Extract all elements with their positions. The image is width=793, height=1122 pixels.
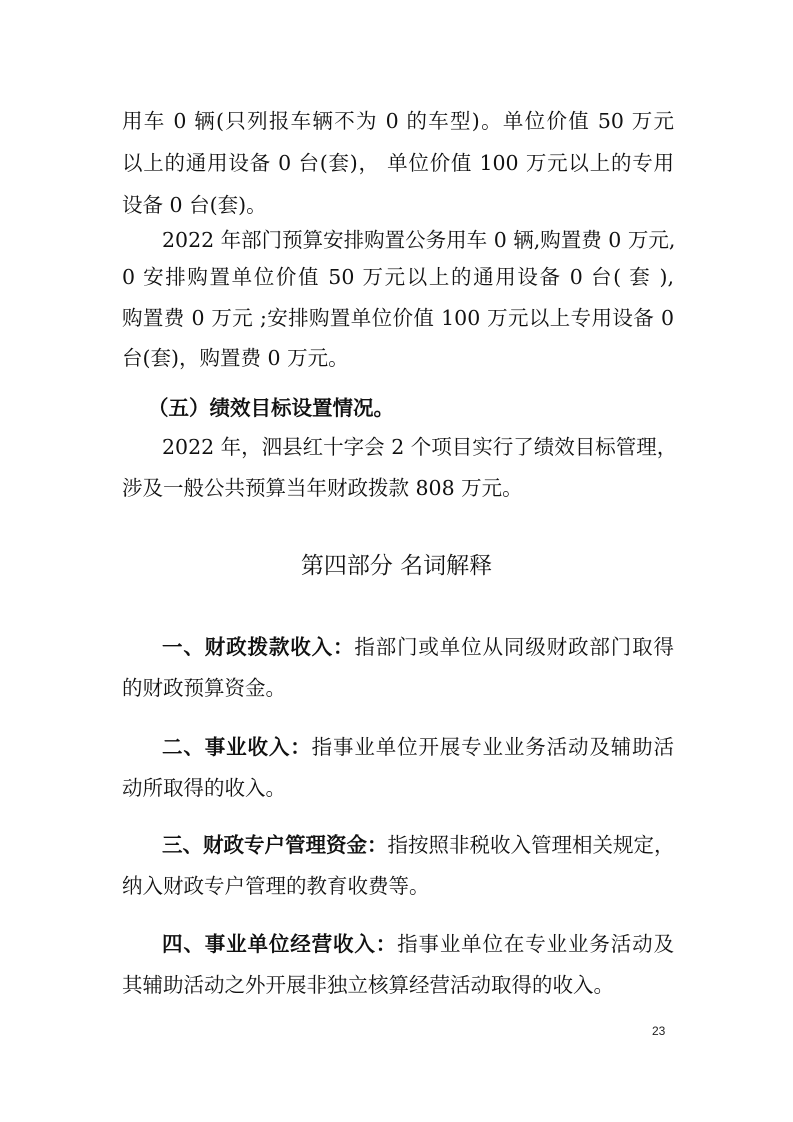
intro-line-2: 以上的通用设备 0 台(套)， 单位价值 100 万元以上的专用 xyxy=(122,151,674,175)
term-1-line-1 xyxy=(162,632,674,662)
term-2-line-1 xyxy=(162,732,674,762)
term-4-label: 四、事业单位经营收入： xyxy=(162,932,398,956)
term-3-definition-start: 指按照非税收入管理相关规定， xyxy=(387,833,675,857)
term-1-line-2: 的财政预算资金。 xyxy=(122,676,286,700)
budget-line-4: 台(套)，购置费 0 万元。 xyxy=(122,346,349,370)
part-four-title: 第四部分 名词解释 xyxy=(300,553,493,579)
budget-line-2: 0 安排购置单位价值 50 万元以上的通用设备 0 台( 套 ), xyxy=(122,265,674,289)
budget-line-1: 2022 年部门预算安排购置公务用车 0 辆,购置费 0 万元, xyxy=(162,228,676,252)
intro-line-3: 设备 0 台(套)。 xyxy=(122,193,267,217)
performance-line-1: 2022 年，泗县红十字会 2 个项目实行了绩效目标管理， xyxy=(162,435,678,459)
page-number: 23 xyxy=(652,1024,666,1038)
budget-line-3: 购置费 0 万元 ;安排购置单位价值 100 万元以上专用设备 0 xyxy=(122,306,674,330)
term-2-label: 二、事业收入： xyxy=(162,735,312,759)
performance-line-2: 涉及一般公共预算当年财政拨款 808 万元。 xyxy=(122,476,523,500)
term-3-label: 三、财政专户管理资金： xyxy=(162,833,388,857)
term-1-definition-start: 指部门或单位从同级财政部门取得 xyxy=(354,635,675,659)
intro-line-1: 用车 0 辆(只列报车辆不为 0 的车型)。单位价值 50 万元 xyxy=(122,109,674,133)
term-4-line-1 xyxy=(162,929,674,959)
term-4-definition-start: 指事业单位在专业业务活动及 xyxy=(397,932,675,956)
performance-heading: （五）绩效目标设置情况。 xyxy=(148,396,394,420)
term-2-definition-start: 指事业单位开展专业业务活动及辅助活 xyxy=(311,735,675,759)
term-1-label: 一、财政拨款收入： xyxy=(162,635,355,659)
term-3-line-1 xyxy=(162,830,674,860)
term-3-line-2: 纳入财政专户管理的教育收费等。 xyxy=(122,874,430,898)
term-4-line-2: 其辅助活动之外开展非独立核算经营活动取得的收入。 xyxy=(122,973,614,997)
term-2-line-2: 动所取得的收入。 xyxy=(122,776,286,800)
